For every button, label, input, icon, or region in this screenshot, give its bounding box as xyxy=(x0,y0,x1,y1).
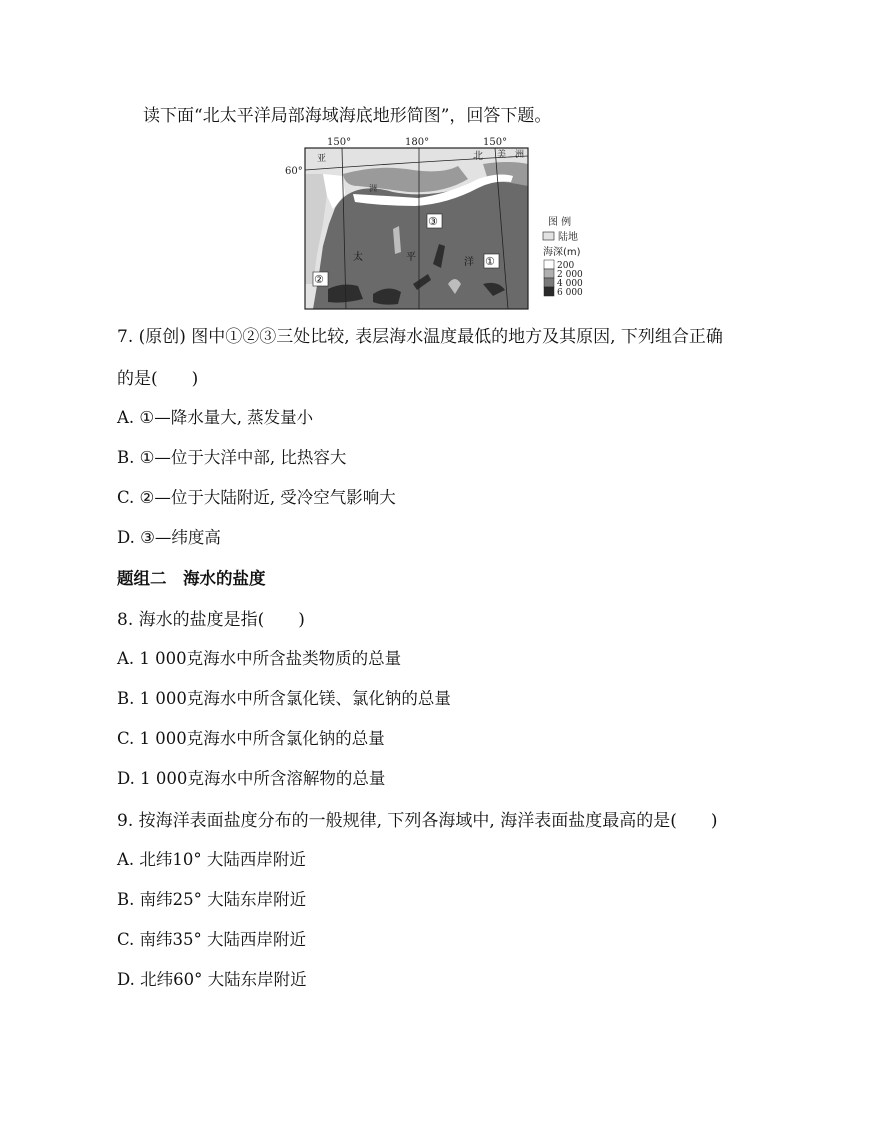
question-7-stem-line2: 的是( ) xyxy=(117,369,199,389)
map-region-label: 洲 xyxy=(515,150,525,160)
map-region-label: 亚 xyxy=(317,154,327,164)
legend-land-label: 陆地 xyxy=(558,232,578,243)
question-8-stem: 8. 海水的盐度是指( ) xyxy=(117,610,305,630)
intro-text: 读下面“北太平洋局部海域海底地形简图”，回答下题。 xyxy=(143,106,552,126)
map-region-label: 美 xyxy=(497,150,507,160)
question-9-option-d: D. 北纬60° 大陆东岸附近 xyxy=(117,970,307,989)
question-7-option-d: D. ③—纬度高 xyxy=(117,528,221,547)
legend-depth-value: 4 000 xyxy=(557,279,583,289)
question-9-option-a: A. 北纬10° 大陆西岸附近 xyxy=(117,850,306,869)
question-8-option-c: C. 1 000克海水中所含氯化钠的总量 xyxy=(117,729,385,748)
map-region-label: 北 xyxy=(473,151,483,162)
map-lon-label: 180° xyxy=(405,137,430,148)
seafloor-map xyxy=(283,134,603,310)
legend-depth-title: 海深(m) xyxy=(543,247,581,258)
legend-depth-value: 200 xyxy=(557,261,575,271)
legend-depth-value: 6 000 xyxy=(557,288,583,298)
map-lon-label: 150° xyxy=(327,137,352,148)
map-frame xyxy=(305,148,528,309)
question-8-option-b: B. 1 000克海水中所含氯化镁、氯化钠的总量 xyxy=(117,689,451,708)
map-region-label: 平 xyxy=(406,252,416,263)
map-marker-1: ① xyxy=(485,255,495,268)
map-marker-3: ③ xyxy=(428,215,438,228)
map-region-label: 洲 xyxy=(369,184,377,193)
question-7-stem-line1: 7. (原创) 图中①②③三处比较, 表层海水温度最低的地方及其原因, 下列组合正确 xyxy=(117,327,723,347)
group-2-title: 题组二 海水的盐度 xyxy=(117,569,266,588)
map-legend xyxy=(543,215,583,298)
map-lon-label: 150° xyxy=(483,137,508,148)
question-8-option-a: A. 1 000克海水中所含盐类物质的总量 xyxy=(117,649,402,668)
map-region-label: 洋 xyxy=(464,257,474,268)
question-9-option-c: C. 南纬35° 大陆西岸附近 xyxy=(117,930,307,949)
question-9-stem: 9. 按海洋表面盐度分布的一般规律, 下列各海域中, 海洋表面盐度最高的是( ) xyxy=(117,811,718,831)
map-marker-2: ② xyxy=(314,273,324,286)
question-9-option-b: B. 南纬25° 大陆东岸附近 xyxy=(117,890,307,909)
question-7-option-a: A. ①—降水量大, 蒸发量小 xyxy=(117,408,314,427)
map-region-label: 太 xyxy=(353,252,363,263)
question-8-option-d: D. 1 000克海水中所含溶解物的总量 xyxy=(117,769,386,788)
legend-depth-value: 2 000 xyxy=(557,270,583,280)
legend-title: 图 例 xyxy=(548,217,572,228)
map-lat-label: 60° xyxy=(285,166,303,177)
question-7-option-c: C. ②—位于大陆附近, 受冷空气影响大 xyxy=(117,488,396,507)
question-7-option-b: B. ①—位于大洋中部, 比热容大 xyxy=(117,448,347,467)
